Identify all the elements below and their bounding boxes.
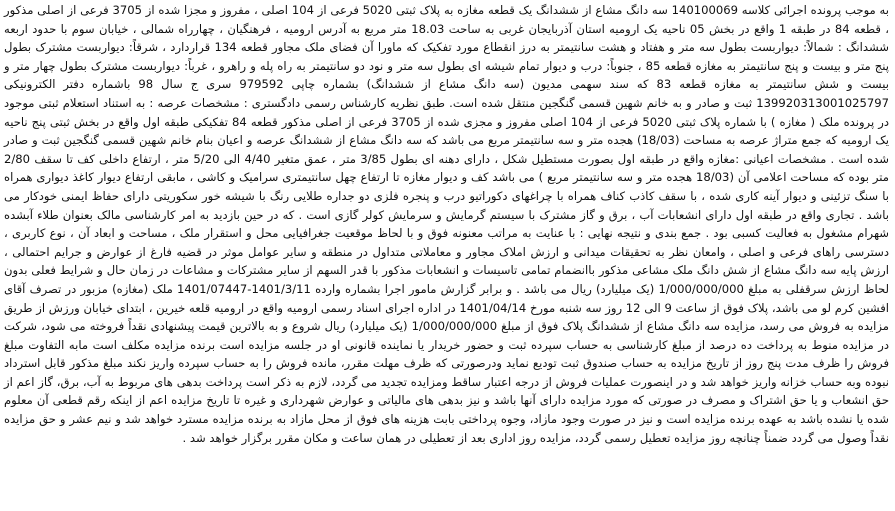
notice-body-text: به موجب پرونده اجرائی کلاسه 140100069 سه دانگ مشاع از ششدانگ یک قطعه مغازه به پلاک ثبتی 5020 فرعی از 104 اصلی ، مفروز و مجزا شده از 3705 فرعی از اصلی مذکور ، قطعه 84 در طبقه 1 واقع در بخش 05 ناحیه یک ارومیه استان آذربایجان غربی به ساحت 18.03 متر مربع به آدرس ارومیه ، فرهنگیان ، چهارراه شمالی ، خیابان سوم با حدود اربعه ششدانگ : شمالاً: دیواربست بطول سه متر و هفتاد و هشت سانتیمتر به درز انقطاع مورد تفکیک که ماورا آن فضای ملک مجاور قطعه 134 قراردارد ، شرقاً: دیواربست مشترک بطول پنج متر و بیست و پنج سانتیمتر به مغازه قطعه 85 ، جنوباً: درب و دیوار تمام شیشه ای بطول سه متر و نود دو سانتیمتر به راه پله و راهرو ، غرباً: دیواربست مشترک بطول چهار متر و بیست و شش سانتیمتر به مغازه قطعه 83 که سند سهمی مدیون (سه دانگ مشاع از ششدانگ) بشماره چاپی 979592 سری ج سال 98 باشماره دفتر الکترونیکی 139920313001025797 ثبت و صادر و به خانم شهین قسمی گنگجین منتقل شده است. طبق نظریه کارشناس رسمی دادگستری : مشخصات عرصه : به استناد استعلام ثبتی موجود در پرونده ملک ( مغازه ) با شماره پلاک ثبتی 5020 فرعی از 104 اصلی مفروز و مجزی شده از 3705 فرعی از اصلی مذکور قطعه 84 تفکیکی طبقه اول واقع در بخش ثبتی پنج ناحیه یک ارومیه که جمع متراژ عرصه به مساحت (18/03) هجده متر و سه سانتیمتر مربع می باشد که سه دانگ مشاع از ششدانگ عرصه و اعیان بنام خانم شهین قسمی گنگجین ثبت و صادر شده است . مشخصات اعیانی :مغازه واقع در طبقه اول بصورت مستطیل شکل ، دارای دهنه ای بطول 3/85 متر ، عمق متغیر 4/40 الی 5/20 متر ، ارتفاع داخلی کف تا سقف 2/80 متر بوده که مساحت اعلامی آن (18/03 هجده متر و سه سانتیمتر مربع ) می باشد کف و دیوار مغازه تا ارتفاع چهل سانتیمتری سرامیک و کاشی ، مابقی ارتفاع دیوار کاغذ دیواری همراه با سنگ تزئینی و دیوار آینه کاری شده ، با سقف کاذب کناف همراه با چراغهای دکوراتیو درب و پنجره فلزی دو جداره طلایی رنگ با شیشه خور سکوریتی دارای حفاظ ایمنی خودکار می باشد . تجاری واقع در طبقه اول دارای انشعابات آب ، برق و گاز مشترک با سیستم گرمایش و سرمایش کولر گازی است . که در حین بازدید به امر کارشناسی مالک بعنوان طلاء آبشده شهرام مشغول به فعالیت کسبی بود . جمع بندی و نتیجه نهایی : با عنایت به مراتب معنونه فوق و با لحاظ موقعیت جغرافیایی محل و استقرار ملک ، مساحت و ابعاد آن ، نوع کاربری ، دسترسی راهای فرعی و اصلی ، وامعان نظر به تحقیقات میدانی و ارزش املاک مجاور و معاملاتی متداول در منطقه و سایر عوامل موثر در قضیه فارغ از عوارض و جرایم احتمالی ، ارزش پایه سه دانگ مشاع از شش دانگ ملک مشاعی مذکور باانضمام تمامی تاسیسات و انشعابات مذکور با قدر السهم از سایر مشترکات و مشاعات در زمان حال و شرایط فعلی بدون لحاظ ارزش سرقفلی به مبلغ 1/000/000/000 (یک میلیارد) ریال می باشد . و برابر گزارش مامور اجرا بشماره وارده 1401/3/11-1401/07447 ملک (مغازه) مزبور در تصرف آقای افشین کرم لو می باشد، پلاک فوق از ساعت 9 الی 12 روز سه شنبه مورخ 1401/04/14 در اداره اجرای اسناد رسمی ارومیه واقع در ارومیه قلعه خیرین ، ابتدای خیابان ورزش از طریق مزایده به فروش می رسد، مزایده سه دانگ مشاع از ششدانگ پلاک فوق از مبلغ 1/000/000/000 (یک میلیارد) ریال شروع و به بالاترین قیمت پیشنهادی نقداً فروخته می شود، شرکت در مزایده منوط به پرداخت ده درصد از مبلغ کارشناسی به حساب سپرده ثبت و حضور خریدار یا نماینده قانونی او در جلسه مزایده است برنده مزایده مکلف است مابه التفاوت مبلغ فروش را ظرف مدت پنج روز از تاریخ مزایده به حساب صندوق ثبت تودیع نماید ودرصورتی که ظرف مهلت مقرر، مانده فروش را به حساب سپرده واریز نکند مبلغ مذکور قابل استرداد نبوده وبه حساب خزانه واریز خواهد شد و در اینصورت عملیات فروش از درجه اعتبار ساقط ومزایده تجدید می گردد، لازم به ذکر است پرداخت بدهی های مربوط به آب، برق، گاز اعم از حق انشعاب و یا حق اشتراک و مصرف در صورتی که مورد مزایده دارای آنها باشد و نیز بدهی های مالیاتی و عوارض شهرداری و غیره تا تاریخ مزایده اعم از اینکه رقم قطعی آن معلوم شده یا نشده باشد به عهده برنده مزایده است و نیز در صورت وجود مازاد، وجوه پرداختی بابت هزینه های فوق از محل مازاد به برنده مزایده مسترد خواهد شد و نیم عشر و حق مزایده نقداً وصول می گردد ضمناً چنانچه روز مزایده تعطیل رسمی گردد، مزایده روز اداری بعد از تعطیلی در همان ساعت و مکان مقرر برگزار خواهد شد . xyxy=(4,3,890,445)
